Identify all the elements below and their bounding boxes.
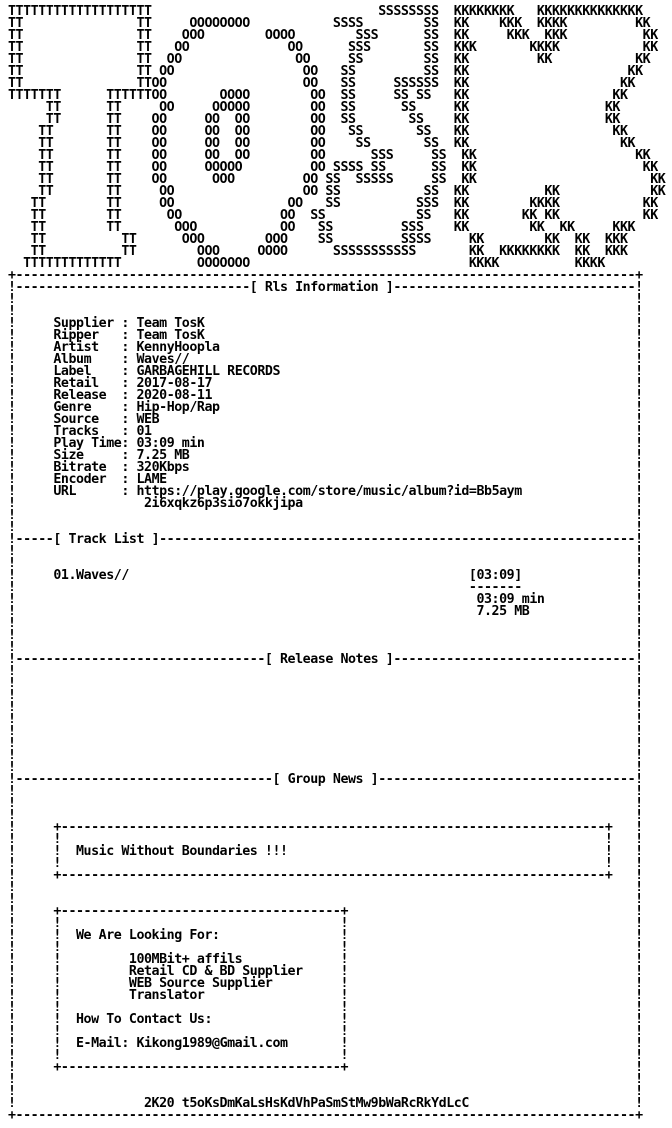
info-key: Play Time xyxy=(53,436,122,451)
group-slogan: Music Without Boundaries !!! xyxy=(76,844,288,859)
info-key: Release xyxy=(53,388,122,403)
info-value: 320Kbps xyxy=(136,460,190,475)
section-header: Release Notes xyxy=(280,652,379,667)
total-time: 03:09 min xyxy=(476,592,545,607)
info-value: KennyHoopla xyxy=(136,340,220,355)
tosk-logo-ascii: TT TT OO OO SS SS KK KK xyxy=(8,64,643,79)
info-value: 2020-08-11 xyxy=(136,388,213,403)
tosk-logo-ascii: TT TT OO OOOOO OO SSSS SS SS KK KK xyxy=(8,160,658,175)
looking-for-item: 100MBit+ affils xyxy=(128,952,243,967)
info-key: Encoder xyxy=(53,472,122,487)
info-value: https://play.google.com/store/music/album?id=Bb5aym xyxy=(136,484,522,499)
info-value: Waves// xyxy=(136,352,190,367)
looking-for-item: Retail CD & BD Supplier xyxy=(128,964,303,979)
url-continuation: 2i6xqkz6p3sio7okkjipa xyxy=(144,496,303,511)
tosk-logo-ascii: TT TT OOO OOOO SSSSSSSSSSS KK KKKKKKKK KK KKK xyxy=(8,244,628,259)
tosk-logo-ascii: TT TT OO OO SSS SS KKK KKKK KK xyxy=(8,40,658,55)
contact-title: How To Contact Us: xyxy=(76,1012,212,1027)
email-value: Kikong1989@Gmail.com xyxy=(136,1036,288,1051)
track-name: 01.Waves// xyxy=(53,568,129,583)
info-key: Album xyxy=(53,352,122,367)
section-header: Track List xyxy=(68,532,145,547)
info-value: Hip-Hop/Rap xyxy=(136,400,220,415)
info-value: 2017-08-17 xyxy=(136,376,213,391)
tosk-logo-ascii: TT TT OO OO SS SSS KK KKKK KK xyxy=(8,196,658,211)
info-key: Retail xyxy=(53,376,122,391)
info-key: Tracks xyxy=(53,424,122,439)
info-value: Team TosK xyxy=(136,328,205,343)
track-duration: [03:09] xyxy=(468,568,522,583)
info-value: Team TosK xyxy=(136,316,205,331)
info-key: Ripper xyxy=(53,328,122,343)
frame-top-rule: +----------------------------------------------------------------------------------+ xyxy=(8,268,643,283)
email-label: E-Mail: xyxy=(76,1036,129,1051)
tosk-logo-ascii: TTTTTTTTTTTTTTTTTTT SSSSSSSS KKKKKKKK KKKKKKKKKKKKKK xyxy=(8,4,643,19)
looking-for-item: Translator xyxy=(128,988,205,1003)
tosk-logo-ascii: TT TT OO OO OO OO SS SS KK KK xyxy=(8,124,628,139)
info-value: 7.25 MB xyxy=(136,448,190,463)
nfo-document: TTTTTTTTTTTTTTTTTTT SSSSSSSS KKKKKKKK KKKKKKKKKKKKKK TT TT OOOOOOOO SSSS SS KK KKK KKKK KK TT TT OOO OOOO SSS SS KK KKK KKK KK TT TT OO OO SSS SS KKK KKKK KK TT TT OO OO SS SS KK KK KK TT TT OO OO SS SS KK KK TT TTOO OO SS SSSSSS KK KK TTTTTTT TTTTTTOO OOOO OO SS SS SS KK KK TT TT OO OOOOO OO SS SS KK KK TT TT OO OO OO OO SS SS KK KK TT TT OO OO OO OO SS SS KK KK TT TT OO OO OO OO SS SS KK KK TT TT OO OO OO OO SSS SS KK KK TT TT OO OOOOO OO SSSS SS SS KK KK TT TT OO OOO OO SS SSSSS SS KK KK TT TT OO OO SS SS KK KK KK TT TT OO OO SS SSS KK KKKK KK TT TT OO OO SS SS KK KK KK KK TT TT OOO OO SS SSS KK KK KK KKK TT TT OOO OOO SS SSSS KK KK KK KKK TT TT OOO OOOO SSSSSSSSSSS KK KKKKKKKK KK KKK TTTTTTTTTTTTT OOOOOOO KKKK KKKK +----------------------------------------------------------------------------------+ !-------------------------------[ Rls Information ]--------------------------------! ! ! ! ! ! Supplier : Team TosK ! ! Ripper : Team TosK ! ! Artist : KennyHoopla ! ! Album : Waves// ! ! Label : GARBAGEHILL RECORDS ! ! Retail : 2017-08-17 ! ! Release : 2020-08-11 ! ! Genre : Hip-Hop/Rap ! ! Source : WEB ! ! Tracks : 01 ! ! Play Time: 03:09 min ! ! Size : 7.25 MB ! ! Bitrate : 320Kbps ! ! Encoder : LAME ! ! URL : https://play.google.com/store/music/album?id=Bb5aym ! ! 2i6xqkz6p3sio7okkjipa ! ! ! ! ! !-----[ Track List ]---------------------------------------------------------------! ! ! ! ! ! 01.Waves// [03:09] ! ! ------- ! ! 03:09 min ! ! 7.25 MB ! ! ! ! ! ! ! !---------------------------------[ Release Notes ]--------------------------------! ! ! ! ! ! ! ! ! ! ! ! ! ! ! ! ! ! ! !----------------------------------[ Group News ]----------------------------------! ! ! ! ! ! ! ! +------------------------------------------------------------------------+ ! ! ! ! ! ! ! Music Without Boundaries !!! ! ! ! ! ! ! ! +------------------------------------------------------------------------+ ! ! ! ! ! ! +-------------------------------------+ ! ! ! ! ! ! ! We Are Looking For: ! ! ! ! ! ! ! ! 100MBit+ affils ! ! ! ! Retail CD & BD Supplier ! ! ! ! WEB Source Supplier ! ! ! ! Translator ! ! ! ! ! ! ! ! How To Contact Us: ! ! ! ! ! ! ! ! E-Mail: Kikong1989@Gmail.com ! ! ! ! ! ! ! +-------------------------------------+ ! ! ! ! ! ! 2K20 t5oKsDmKaLsHsKdVhPaSmStMw9bWaRcRkYdLcC ! +----------------------------------------------------------------------------------+ xyxy=(8,4,666,1123)
tosk-logo-ascii: TT TT OOO OO SS SSS KK KK KK KKK xyxy=(8,220,636,235)
tosk-logo-ascii: TT TT OO OOO OO SS SSSSS SS KK KK xyxy=(8,172,666,187)
total-size: 7.25 MB xyxy=(476,604,530,619)
info-key: Artist xyxy=(53,340,122,355)
info-key: URL xyxy=(53,484,122,499)
tosk-logo-ascii: TT TT OOO OOOO SSS SS KK KKK KKK KK xyxy=(8,28,658,43)
tosk-logo-ascii: TT TT OO OOOOO OO SS SS KK KK xyxy=(8,100,620,115)
looking-for-title: We Are Looking For: xyxy=(76,928,220,943)
info-value: GARBAGEHILL RECORDS xyxy=(136,364,281,379)
info-key: Supplier xyxy=(53,316,122,331)
info-value: 03:09 min xyxy=(136,436,205,451)
tosk-logo-ascii: TTTTTTTTTTTTT OOOOOOO KKKK KKKK xyxy=(8,256,605,271)
info-value: 01 xyxy=(136,424,152,439)
info-key: Source xyxy=(53,412,122,427)
info-value: LAME xyxy=(136,472,167,487)
info-key: Genre xyxy=(53,400,122,415)
looking-for-item: WEB Source Supplier xyxy=(128,976,273,991)
frame-bottom-rule: +----------------------------------------------------------------------------------+ xyxy=(8,1108,643,1123)
info-key: Label xyxy=(53,364,122,379)
tosk-logo-ascii: TT TT OO OO OO OO SSS SS KK KK xyxy=(8,148,651,163)
tosk-logo-ascii: TT TTOO OO SS SSSSSS KK KK xyxy=(8,76,636,91)
tosk-logo-ascii: TT TT OO OO SS SS KK KK KK xyxy=(8,184,666,199)
tosk-logo-ascii: TT TT OO OO OO OO SS SS KK KK xyxy=(8,112,620,127)
info-key: Size xyxy=(53,448,122,463)
tosk-logo-ascii: TT TT OOOOOOOO SSSS SS KK KKK KKKK KK xyxy=(8,16,651,31)
section-header: Rls Information xyxy=(264,280,379,295)
section-header: Group News xyxy=(287,772,364,787)
info-value: WEB xyxy=(136,412,160,427)
total-underline: ------- xyxy=(468,580,522,595)
info-key: Bitrate xyxy=(53,460,122,475)
footer-tag: 2K20 t5oKsDmKaLsHsKdVhPaSmStMw9bWaRcRkYdLcC xyxy=(144,1096,469,1111)
tosk-logo-ascii: TT TT OO OO SS SS KK KK KK KK xyxy=(8,208,658,223)
tosk-logo-ascii: TTTTTTT TTTTTTOO OOOO OO SS SS SS KK KK xyxy=(8,88,628,103)
tosk-logo-ascii: TT TT OOO OOO SS SSSS KK KK KK KKK xyxy=(8,232,628,247)
tosk-logo-ascii: TT TT OO OO OO OO SS SS KK KK xyxy=(8,136,636,151)
tosk-logo-ascii: TT TT OO OO SS SS KK KK KK xyxy=(8,52,651,67)
